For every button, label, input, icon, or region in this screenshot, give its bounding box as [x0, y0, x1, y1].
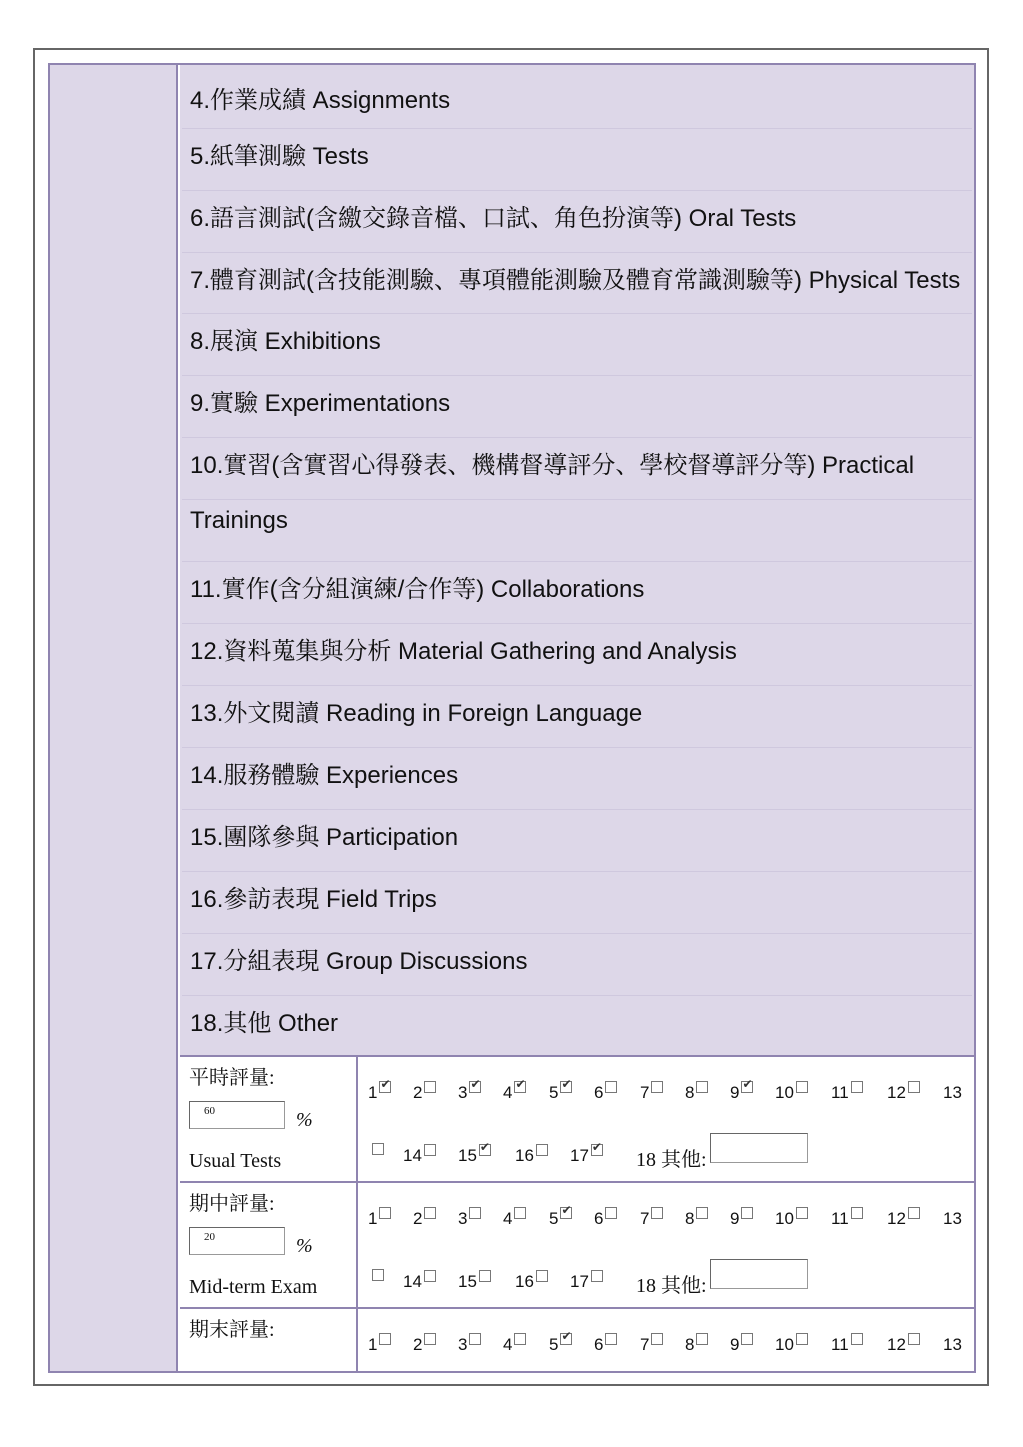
option-4-checkbox[interactable]	[514, 1081, 526, 1093]
option-2	[413, 1335, 436, 1355]
method-item: 11.實作(含分組演練/合作等) Collaborations	[190, 576, 645, 603]
option-8	[685, 1209, 708, 1229]
option-1	[368, 1209, 391, 1229]
option-9	[730, 1209, 753, 1229]
option-15-checkbox[interactable]	[479, 1270, 491, 1282]
option-5-checkbox[interactable]	[560, 1207, 572, 1219]
option-number: 3	[458, 1209, 468, 1228]
option-3-checkbox[interactable]	[469, 1207, 481, 1219]
option-16-checkbox[interactable]	[536, 1144, 548, 1156]
option-number: 1	[368, 1083, 378, 1102]
option-11-checkbox[interactable]	[851, 1333, 863, 1345]
option-5-checkbox[interactable]	[560, 1081, 572, 1093]
option-number: 6	[594, 1335, 604, 1354]
option-2-checkbox[interactable]	[424, 1333, 436, 1345]
method-item: 10.實習(含實習心得發表、機構督導評分、學校督導評分等) Practical	[190, 452, 915, 479]
row-title: 期中評量:	[189, 1193, 275, 1215]
method-separator	[182, 252, 972, 253]
method-item: 16.參訪表現 Field Trips	[190, 886, 437, 913]
option-15	[458, 1146, 491, 1166]
option-1-checkbox[interactable]	[379, 1333, 391, 1345]
method-separator	[182, 375, 972, 376]
option-number: 1	[368, 1335, 378, 1354]
option-10	[775, 1083, 808, 1103]
option-number: 13	[943, 1209, 962, 1228]
method-item: 9.實驗 Experimentations	[190, 390, 451, 417]
option-6-checkbox[interactable]	[605, 1081, 617, 1093]
option-7	[640, 1209, 663, 1229]
option-number: 2	[413, 1083, 423, 1102]
option-number: 5	[549, 1083, 559, 1102]
option-number: 8	[685, 1335, 695, 1354]
option-9	[730, 1335, 753, 1355]
final-options	[360, 1309, 974, 1371]
option-number: 17	[570, 1272, 589, 1291]
method-item: 5.紙筆測驗 Tests	[190, 143, 369, 170]
option-17-checkbox[interactable]	[591, 1144, 603, 1156]
option-8-checkbox[interactable]	[696, 1081, 708, 1093]
option-4	[503, 1083, 526, 1103]
method-separator	[182, 995, 972, 996]
method-separator	[182, 685, 972, 686]
option-10	[775, 1209, 808, 1229]
option-6-checkbox[interactable]	[605, 1333, 617, 1345]
option-7-checkbox[interactable]	[651, 1207, 663, 1219]
option-number: 7	[640, 1335, 650, 1354]
option-number: 5	[549, 1335, 559, 1354]
row-subtitle: Usual Tests	[189, 1150, 282, 1172]
option-number: 10	[775, 1209, 794, 1228]
option-17	[570, 1272, 603, 1292]
method-item: 17.分組表現 Group Discussions	[190, 948, 528, 975]
option-number: 16	[515, 1146, 534, 1165]
option-number: 6	[594, 1209, 604, 1228]
option-1-checkbox[interactable]	[379, 1081, 391, 1093]
option-13-checkbox[interactable]	[372, 1269, 384, 1281]
method-separator	[182, 499, 972, 500]
option-3-checkbox[interactable]	[469, 1081, 481, 1093]
percent-sign: %	[296, 1235, 313, 1257]
option-17-checkbox[interactable]	[591, 1270, 603, 1282]
usual-tests-options	[360, 1057, 974, 1181]
option-number: 14	[403, 1146, 422, 1165]
option-13	[943, 1083, 962, 1103]
method-separator	[182, 871, 972, 872]
option-number: 1	[368, 1209, 378, 1228]
option-number: 11	[831, 1335, 849, 1354]
option-number: 2	[413, 1335, 423, 1354]
option-number: 4	[503, 1335, 513, 1354]
left-label-column	[50, 65, 178, 1371]
option-12	[887, 1335, 920, 1355]
option-number: 12	[887, 1083, 906, 1102]
option-12-checkbox[interactable]	[908, 1333, 920, 1345]
method-separator	[182, 561, 972, 562]
option-9	[730, 1083, 753, 1103]
option-6	[594, 1083, 617, 1103]
option-9-checkbox[interactable]	[741, 1081, 753, 1093]
option-11	[831, 1335, 863, 1355]
option-3-checkbox[interactable]	[469, 1333, 481, 1345]
option-7-checkbox[interactable]	[651, 1333, 663, 1345]
option-9-checkbox[interactable]	[741, 1207, 753, 1219]
method-item: 15.團隊參與 Participation	[190, 824, 459, 851]
option-14	[403, 1146, 436, 1166]
option-2-checkbox[interactable]	[424, 1207, 436, 1219]
method-item: 12.資料蒐集與分析 Material Gathering and Analysis	[190, 638, 737, 665]
option-number: 8	[685, 1083, 695, 1102]
option-2-checkbox[interactable]	[424, 1081, 436, 1093]
option-16	[515, 1272, 548, 1292]
method-item: 14.服務體驗 Experiences	[190, 762, 459, 789]
option-13-checkbox[interactable]	[372, 1143, 384, 1155]
option-number: 11	[831, 1209, 849, 1228]
option-11-checkbox[interactable]	[851, 1081, 863, 1093]
other-label: 18 其他:	[636, 1149, 707, 1171]
option-5-checkbox[interactable]	[560, 1333, 572, 1345]
option-number: 14	[403, 1272, 422, 1291]
option-10-checkbox[interactable]	[796, 1333, 808, 1345]
option-17	[570, 1146, 603, 1166]
option-10-checkbox[interactable]	[796, 1081, 808, 1093]
option-number: 13	[943, 1335, 962, 1354]
option-number: 7	[640, 1209, 650, 1228]
method-item: 8.展演 Exhibitions	[190, 328, 381, 355]
option-number: 3	[458, 1083, 468, 1102]
option-number: 12	[887, 1209, 906, 1228]
option-number: 10	[775, 1335, 794, 1354]
option-6-checkbox[interactable]	[605, 1207, 617, 1219]
option-10-checkbox[interactable]	[796, 1207, 808, 1219]
method-item: 7.體育測試(含技能測驗、專項體能測驗及體育常識測驗等) Physical Tests	[190, 267, 961, 294]
other-label: 18 其他:	[636, 1275, 707, 1297]
option-number: 17	[570, 1146, 589, 1165]
row-title: 期末評量:	[189, 1319, 275, 1341]
option-number: 3	[458, 1335, 468, 1354]
option-16	[515, 1146, 548, 1166]
option-number: 10	[775, 1083, 794, 1102]
method-item: Trainings	[190, 507, 288, 534]
option-number: 9	[730, 1335, 740, 1354]
option-7-checkbox[interactable]	[651, 1081, 663, 1093]
option-3	[458, 1083, 481, 1103]
method-separator	[182, 437, 972, 438]
method-separator	[182, 623, 972, 624]
midterm-row	[180, 1181, 974, 1307]
method-separator	[182, 313, 972, 314]
option-number: 15	[458, 1146, 477, 1165]
option-12	[887, 1083, 920, 1103]
percent-sign: %	[296, 1109, 313, 1131]
midterm-options	[360, 1183, 974, 1307]
other-input[interactable]	[710, 1133, 808, 1163]
method-item: 6.語言測試(含繳交錄音檔、口試、角色扮演等) Oral Tests	[190, 205, 797, 232]
method-item: 4.作業成績 Assignments	[190, 87, 451, 114]
usual-tests-percent-input[interactable]: 60	[189, 1101, 285, 1129]
option-14	[403, 1272, 436, 1292]
option-6	[594, 1209, 617, 1229]
option-13	[943, 1209, 962, 1229]
option-4	[503, 1209, 526, 1229]
option-4-checkbox[interactable]	[514, 1333, 526, 1345]
option-4-checkbox[interactable]	[514, 1207, 526, 1219]
option-number: 8	[685, 1209, 695, 1228]
option-12-checkbox[interactable]	[908, 1207, 920, 1219]
option-number: 4	[503, 1083, 513, 1102]
option-15	[458, 1272, 491, 1292]
option-1-checkbox[interactable]	[379, 1207, 391, 1219]
row-subtitle: Mid-term Exam	[189, 1276, 318, 1298]
option-12	[887, 1209, 920, 1229]
option-5	[549, 1335, 572, 1355]
row-title: 平時評量:	[189, 1067, 275, 1089]
option-15-checkbox[interactable]	[479, 1144, 491, 1156]
option-4	[503, 1335, 526, 1355]
option-8	[685, 1083, 708, 1103]
option-11	[831, 1083, 863, 1103]
option-5	[549, 1209, 572, 1229]
option-number: 2	[413, 1209, 423, 1228]
option-number: 9	[730, 1083, 740, 1102]
option-number: 7	[640, 1083, 650, 1102]
method-separator	[182, 128, 972, 129]
option-number: 9	[730, 1209, 740, 1228]
option-9-checkbox[interactable]	[741, 1333, 753, 1345]
option-1	[368, 1083, 391, 1103]
method-separator	[182, 190, 972, 191]
option-16-checkbox[interactable]	[536, 1270, 548, 1282]
option-8-checkbox[interactable]	[696, 1333, 708, 1345]
option-10	[775, 1335, 808, 1355]
option-3	[458, 1335, 481, 1355]
option-11	[831, 1209, 863, 1229]
option-14-checkbox[interactable]	[424, 1144, 436, 1156]
option-number: 16	[515, 1272, 534, 1291]
option-number: 4	[503, 1209, 513, 1228]
option-8	[685, 1335, 708, 1355]
method-separator	[182, 933, 972, 934]
option-number: 5	[549, 1209, 559, 1228]
option-11-checkbox[interactable]	[851, 1207, 863, 1219]
method-item: 18.其他 Other	[190, 1010, 339, 1037]
option-number: 6	[594, 1083, 604, 1102]
option-14-checkbox[interactable]	[424, 1270, 436, 1282]
option-3	[458, 1209, 481, 1229]
option-12-checkbox[interactable]	[908, 1081, 920, 1093]
method-item: 13.外文閱讀 Reading in Foreign Language	[190, 700, 643, 727]
option-number: 13	[943, 1083, 962, 1102]
option-7	[640, 1083, 663, 1103]
option-7	[640, 1335, 663, 1355]
final-row	[180, 1307, 974, 1371]
option-5	[549, 1083, 572, 1103]
option-2	[413, 1083, 436, 1103]
method-separator	[182, 747, 972, 748]
option-number: 15	[458, 1272, 477, 1291]
option-13	[943, 1335, 962, 1355]
other-input[interactable]	[710, 1259, 808, 1289]
option-8-checkbox[interactable]	[696, 1207, 708, 1219]
option-1	[368, 1335, 391, 1355]
option-number: 11	[831, 1083, 849, 1102]
method-separator	[182, 809, 972, 810]
midterm-percent-input[interactable]: 20	[189, 1227, 285, 1255]
option-2	[413, 1209, 436, 1229]
option-6	[594, 1335, 617, 1355]
option-number: 12	[887, 1335, 906, 1354]
usual-tests-row	[180, 1055, 974, 1181]
